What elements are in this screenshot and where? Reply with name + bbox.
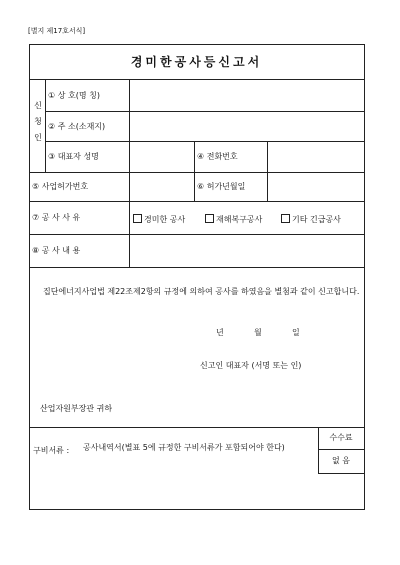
rule-row3 xyxy=(29,172,364,173)
rule-row2 xyxy=(45,141,364,142)
rule-row5 xyxy=(29,234,364,235)
content-field[interactable] xyxy=(131,236,362,266)
rule-body-bottom xyxy=(29,427,364,428)
applicant-label: 신청인 xyxy=(34,101,42,142)
address-field[interactable] xyxy=(131,113,362,140)
checkbox[interactable] xyxy=(281,214,290,223)
reason-label: ⑦ 공 사 사 유 xyxy=(32,213,81,222)
date-year: 년 xyxy=(216,328,224,337)
license-date-label: ⑥ 허가년월일 xyxy=(197,182,246,191)
rule-mid-label-divider xyxy=(267,141,268,201)
checkbox[interactable] xyxy=(133,214,142,223)
phone-label: ④ 전화번호 xyxy=(197,152,238,161)
rule-fee-row xyxy=(318,449,364,450)
rule-row1 xyxy=(45,111,364,112)
frame-left xyxy=(29,44,30,510)
phone-field[interactable] xyxy=(269,143,362,171)
form-title: 경미한공사등신고서 xyxy=(130,55,263,69)
form-number-tag: [별지 제17호서식] xyxy=(28,27,86,35)
content-label: ⑧ 공 사 내 용 xyxy=(32,246,81,255)
license-date-field[interactable] xyxy=(269,174,362,200)
attachments-label: 구비서류 : xyxy=(33,446,70,455)
frame-bottom xyxy=(29,509,365,510)
rule-applicant-divider xyxy=(45,79,46,172)
company-name-label: ① 상 호(명 칭) xyxy=(48,91,100,100)
reason-option-emergency[interactable]: 기타 긴급공사 xyxy=(281,214,341,224)
rule-title-bottom xyxy=(29,79,364,80)
reason-option-minor[interactable]: 경미한 공사 xyxy=(133,214,185,224)
declaration-text: 집단에너지사업법 제22조제2항의 규정에 의하여 공사를 하였음을 별첨과 같이 신고합니다. xyxy=(43,287,360,296)
date-month: 월 xyxy=(254,328,262,337)
addressee: 산업자원부장관 귀하 xyxy=(40,404,113,413)
frame-right xyxy=(364,44,365,510)
fee-label: 수수료 xyxy=(329,433,353,442)
rule-label-divider-top xyxy=(129,79,130,172)
representative-label: ③ 대표자 성명 xyxy=(48,152,99,161)
attachments-text: 공사내역서(별표 5에 규정한 구비서류가 포함되어야 한다) xyxy=(83,443,285,452)
rule-fee-bottom xyxy=(318,473,364,474)
company-name-field[interactable] xyxy=(131,81,362,110)
fee-value: 없 음 xyxy=(332,456,350,465)
license-number-field[interactable] xyxy=(131,174,193,200)
license-number-label: ⑤ 사업허가번호 xyxy=(32,182,89,191)
rule-mid-divider xyxy=(194,141,195,201)
reason-option-disaster[interactable]: 재해복구공사 xyxy=(205,214,262,224)
rule-row4 xyxy=(29,201,364,202)
representative-field[interactable] xyxy=(131,143,193,171)
rule-row6 xyxy=(29,267,364,268)
date-day: 일 xyxy=(292,328,300,337)
rule-label-divider-bottom xyxy=(129,172,130,267)
frame-top xyxy=(29,44,364,45)
checkbox[interactable] xyxy=(205,214,214,223)
signature-line: 신고인 대표자 (서명 또는 인) xyxy=(200,361,302,370)
address-label: ② 주 소(소재지) xyxy=(48,122,106,131)
